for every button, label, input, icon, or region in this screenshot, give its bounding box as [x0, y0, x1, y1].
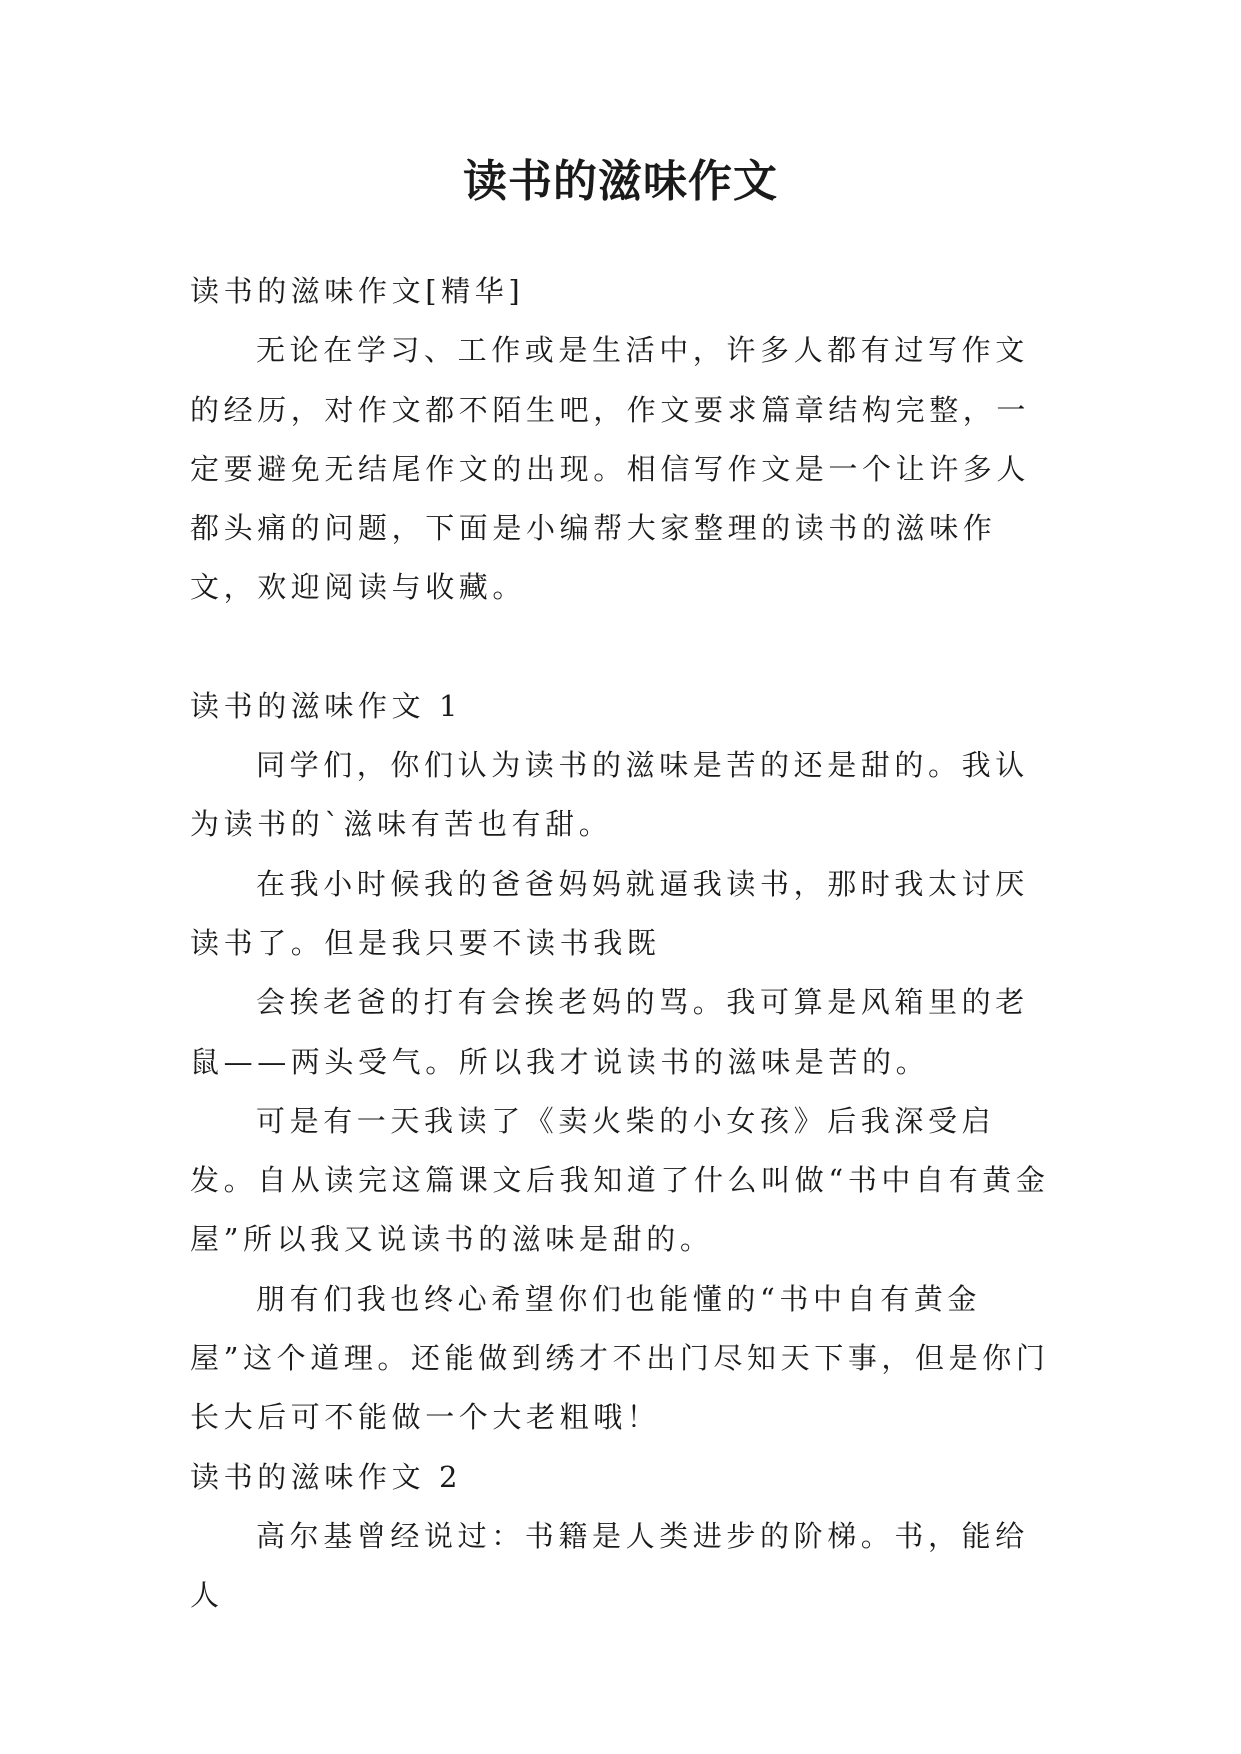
essay-1-paragraph: 可是有一天我读了《卖火柴的小女孩》后我深受启发。自从读完这篇课文后我知道了什么叫做“书中自有黄金屋”所以我又说读书的滋味是甜的。 [190, 1103, 1050, 1257]
essay-1-heading: 读书的滋味作文 1 [190, 688, 463, 723]
document-title: 读书的滋味作文 [463, 156, 778, 207]
essay-1-paragraph: 同学们，你们认为读书的滋味是苦的还是甜的。我认为读书的`滋味有苦也有甜。 [190, 748, 1029, 842]
essay-2-heading: 读书的滋味作文 2 [190, 1459, 463, 1494]
document-body [190, 262, 1050, 1626]
essay-1-paragraph: 在我小时候我的爸爸妈妈就逼我读书，那时我太讨厌读书了。但是我只要不读书我既 [190, 866, 1029, 960]
intro-paragraph: 无论在学习、工作或是生活中，许多人都有过写作文的经历，对作文都不陌生吧，作文要求篇章结构完整，一定要避免无结尾作文的出现。相信写作文是一个让许多人都头痛的问题，下面是小编帮大家整理的读书的滋味作文，欢迎阅读与收藏。 [190, 333, 1031, 605]
essay-1-paragraph: 会挨老爸的打有会挨老妈的骂。我可算是风箱里的老鼠——两头受气。所以我才说读书的滋味是苦的。 [190, 985, 1029, 1079]
essay-2-paragraph: 高尔基曾经说过：书籍是人类进步的阶梯。书，能给人 [190, 1518, 1029, 1613]
document-subtitle: 读书的滋味作文[精华] [190, 274, 525, 308]
section-spacer [190, 618, 1050, 677]
essay-1-paragraph: 朋有们我也终心希望你们也能懂的“书中自有黄金屋”这个道理。还能做到绣才不出门尽知天下事，但是你门长大后可不能做一个大老粗哦！ [190, 1281, 1050, 1435]
